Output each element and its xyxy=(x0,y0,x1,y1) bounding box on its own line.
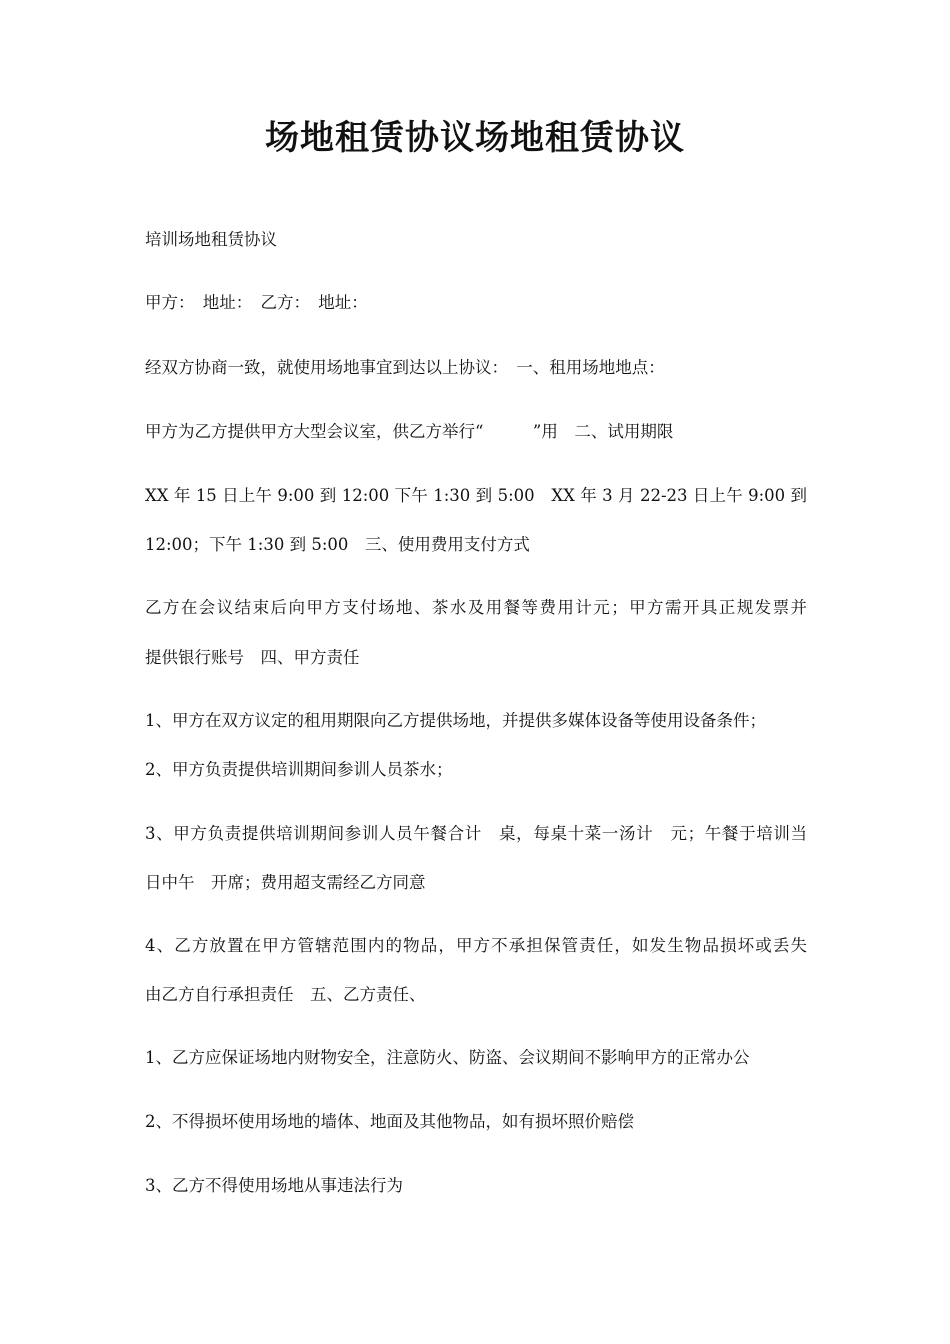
period-line-2: 12:00；下午 1:30 到 5:00 三、使用费用支付方式 xyxy=(145,535,530,554)
party-b-duty-3: 3、乙方不得使用场地从事违法行为 xyxy=(145,1176,403,1195)
payment-line-2: 提供银行账号 四、甲方责任 xyxy=(145,648,360,667)
party-a-duty-4-line-2: 由乙方自行承担责任 五、乙方责任、 xyxy=(145,985,426,1004)
subtitle-line: 培训场地租赁协议 xyxy=(145,230,277,249)
venue-line: 甲方为乙方提供甲方大型会议室，供乙方举行“ ”用 二、试用期限 xyxy=(145,422,674,441)
party-a-duty-2: 2、甲方负责提供培训期间参训人员茶水； xyxy=(145,760,453,779)
parties-line: 甲方： 地址： 乙方： 地址： xyxy=(145,293,368,312)
period-line-1: XX 年 15 日上午 9:00 到 12:00 下午 1:30 到 5:00 XX 年 3 月 22-23 日上午 9:00 到 xyxy=(145,486,807,505)
party-a-duty-3-line-2: 日中午 开席；费用超支需经乙方同意 xyxy=(145,873,426,892)
payment-line-1: 乙方在会议结束后向甲方支付场地、茶水及用餐等费用计元；甲方需开具正规发票并 xyxy=(145,598,807,617)
party-a-duty-1: 1、甲方在双方议定的租用期限向乙方提供场地，并提供多媒体设备等使用设备条件； xyxy=(145,711,766,730)
party-b-duty-2: 2、不得损坏使用场地的墙体、地面及其他物品，如有损坏照价赔偿 xyxy=(145,1112,634,1131)
agreement-intro-line: 经双方协商一致，就使用场地事宜到达以上协议： 一、租用场地地点： xyxy=(145,358,665,377)
party-b-duty-1: 1、乙方应保证场地内财物安全，注意防火、防盗、会议期间不影响甲方的正常办公 xyxy=(145,1048,750,1067)
party-a-duty-4-line-1: 4、乙方放置在甲方管辖范围内的物品，甲方不承担保管责任，如发生物品损坏或丢失 xyxy=(145,936,807,955)
party-a-duty-3-line-1: 3、甲方负责提供培训期间参训人员午餐合计 桌，每桌十菜一汤计 元；午餐于培训当 xyxy=(145,824,807,843)
document-title: 场地租赁协议场地租赁协议 xyxy=(265,118,685,158)
